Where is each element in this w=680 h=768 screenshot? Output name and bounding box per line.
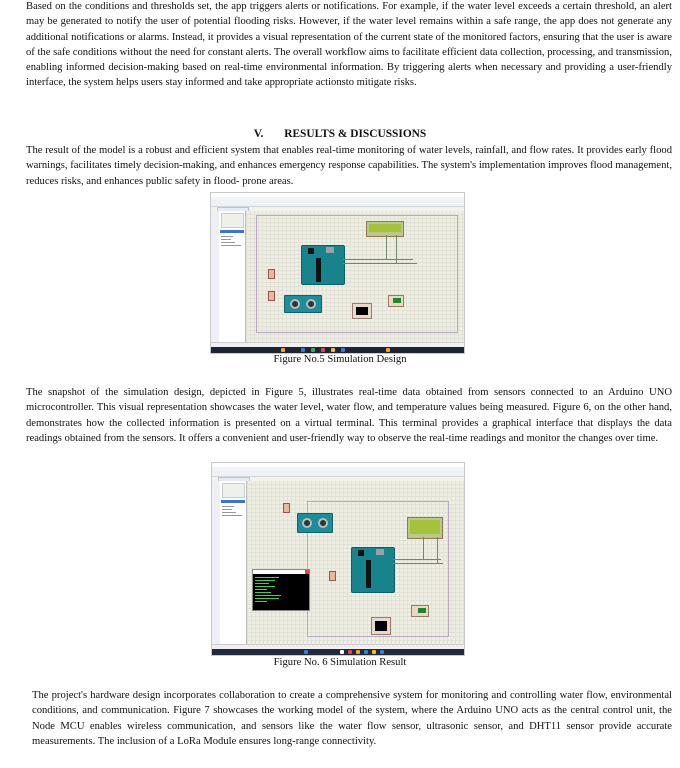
device-list-item (221, 236, 233, 237)
figure-5-simulation-design (210, 192, 465, 354)
device-list-item (221, 245, 241, 246)
overview-preview (222, 483, 245, 498)
device-list-item (222, 512, 236, 513)
toolbar (211, 200, 464, 207)
figure-5-caption: Figure No.5 Simulation Design (273, 354, 407, 365)
section-heading (0, 128, 680, 140)
potentiometer (268, 291, 275, 301)
section-title: RESULTS & DISCUSSIONS (284, 128, 427, 140)
lcd-display (366, 221, 404, 237)
dht-sensor (388, 295, 404, 307)
device-list-item (222, 515, 242, 516)
arduino-uno (351, 547, 395, 593)
component-panel (219, 211, 246, 343)
schematic-canvas (246, 211, 464, 343)
device-list-item (221, 239, 231, 240)
toolbar (212, 470, 464, 477)
potentiometer (283, 503, 290, 513)
close-icon (305, 570, 309, 574)
dht-sensor (411, 605, 429, 617)
virtual-terminal-window (252, 569, 310, 611)
paragraph-alerts: Based on the conditions and thresholds set, the app triggers alerts or notifications. For example, if the water level exceeds a certain threshold, an alert may be generated to notify the user of potential flooding risks. However, if the water level remains within a safe range, the app does not generate any additional notifications or alarms. Instead, it provides a visual representation of the current state of the monitored factors, ensuring that the user is aware of the safe conditions without the need for constant alerts. The overall workflow aims to facilitate efficient data collection, processing, and transmission, enabling informed decision-making based on real-time environmental information. By triggering alerts when necessary and providing a user-friendly interface, the system helps users stay informed and take appropriate actionsto mitigate risks. (26, 1, 672, 89)
ultrasonic-sensor (297, 513, 333, 533)
oled-display (352, 303, 372, 319)
windows-taskbar (211, 347, 464, 353)
arduino-uno (301, 245, 345, 285)
potentiometer (329, 571, 336, 581)
windows-taskbar (212, 649, 464, 655)
virtual-terminal-title-bar (253, 570, 309, 574)
devices-header (221, 500, 245, 503)
paragraph-hardware: The project's hardware design incorporates collaboration to create a comprehensive system for monitoring and controlling water flow, environmental conditions, and communication. Figure 7 showcases the working model of the system, where the Arduino UNO acts as the central control unit, the Node MCU enables wireless communication, and sensors like the water flow sensor, ultrasonic sensor, and DHT11 sensor provide accurate measurements. The inclusion of a LoRa Module ensures long-range connectivity. (32, 690, 672, 747)
oled-display (371, 617, 391, 635)
device-list-item (221, 242, 235, 243)
devices-header (220, 230, 244, 233)
figure-6-caption: Figure No. 6 Simulation Result (273, 657, 407, 668)
figure-6-simulation-result (211, 462, 465, 656)
device-list-item (222, 509, 232, 510)
potentiometer (268, 269, 275, 279)
lcd-display (407, 517, 443, 539)
paragraph-snapshot: The snapshot of the simulation design, depicted in Figure 5, illustrates real-time data obtained from sensors connected to an Arduino UNO microcontroller. This visual representation showcases the water level, water flow, and temperature values being measured. Figure 6, on the other hand, demonstrates how the collected information is presented on a virtual terminal. This terminal provides a graphical interface that displays the data readings obtained from the sensors. It offers a convenient and user-friendly way to observe the real-time readings and monitor the changes over time. (26, 387, 672, 444)
device-list-item (222, 506, 234, 507)
schematic-canvas (247, 481, 464, 645)
component-panel (220, 481, 247, 645)
ultrasonic-sensor (284, 295, 322, 313)
section-number: V. (253, 128, 264, 140)
paragraph-results: The result of the model is a robust and efficient system that enables real-time monitoring of water levels, rainfall, and flow rates. It provides early flood warnings, facilitates timely decision-making, and enhances emergency response capabilities. The system's implementation improves flood management, reduces risks, and enhances public safety in flood- prone areas. (26, 145, 672, 187)
overview-preview (221, 213, 244, 228)
